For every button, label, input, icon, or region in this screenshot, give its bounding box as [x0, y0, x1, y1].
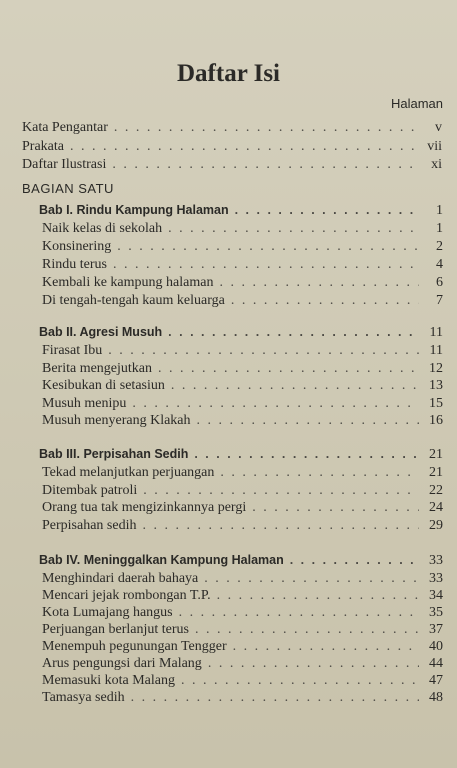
section-page: 13: [429, 378, 443, 393]
chapter-heading: [39, 553, 443, 569]
dot-leader: [197, 413, 419, 429]
dot-leader: [142, 518, 419, 534]
section-label: Naik kelas di sekolah: [42, 221, 163, 236]
dot-leader: [168, 221, 419, 237]
section-page: 2: [436, 239, 443, 254]
toc-entry: [42, 257, 443, 273]
section-label: Kota Lumajang hangus: [42, 605, 173, 620]
toc-entry: [42, 588, 443, 604]
section-label: Rindu terus: [42, 257, 107, 272]
toc-entry: [22, 157, 442, 173]
section-label: Musuh menipu: [42, 396, 127, 411]
chapter-page: 33: [429, 553, 443, 568]
chapter-page: 1: [436, 203, 443, 218]
toc-entry: [42, 361, 443, 377]
dot-leader: [220, 465, 419, 481]
section-page: 47: [429, 673, 443, 688]
dot-leader: [171, 378, 419, 394]
toc-entry: [42, 221, 443, 237]
dot-leader: [208, 656, 419, 672]
dot-leader: [233, 639, 419, 655]
section-label: Perpisahan sedih: [42, 518, 137, 533]
toc-entry: [42, 656, 443, 672]
chapter-title: Bab II. Agresi Musuh: [39, 325, 163, 339]
section-label: Perjuangan berlanjut terus: [42, 622, 189, 637]
section-label: Firasat Ibu: [42, 343, 103, 358]
dot-leader: [290, 553, 419, 567]
dot-leader: [113, 257, 419, 273]
chapter-title: Bab I. Rindu Kampung Halaman: [39, 203, 229, 217]
toc-entry: [42, 413, 443, 429]
dot-leader: [219, 275, 419, 291]
section-page: 40: [429, 639, 443, 654]
section-page: 29: [429, 518, 443, 533]
dot-leader: [70, 139, 418, 155]
section-label: Memasuki kota Malang: [42, 673, 175, 688]
section-label: Menghindari daerah bahaya: [42, 571, 199, 586]
dot-leader: [181, 673, 419, 689]
page-column-header: Halaman: [390, 96, 443, 111]
dot-leader: [168, 325, 419, 339]
dot-leader: [194, 447, 419, 461]
section-page: 48: [429, 690, 443, 705]
chapter-page: 21: [429, 447, 443, 462]
dot-leader: [131, 690, 419, 706]
dot-leader: [195, 622, 419, 638]
section-page: 24: [429, 500, 443, 515]
section-page: 35: [429, 605, 443, 620]
toc-entry: [42, 673, 443, 689]
toc-entry: [22, 139, 442, 155]
toc-entry: [22, 120, 442, 136]
dot-leader: [108, 343, 419, 359]
toc-entry: [42, 378, 443, 394]
section-label: Di tengah-tengah kaum keluarga: [42, 293, 225, 308]
dot-leader: [252, 500, 419, 516]
toc-entry-page: vii: [427, 139, 442, 154]
section-page: 1: [436, 221, 443, 236]
toc-entry: [42, 239, 443, 255]
section-page: 6: [436, 275, 443, 290]
section-label: Konsinering: [42, 239, 112, 254]
toc-entry: [42, 639, 443, 655]
section-label: Kesibukan di setasiun: [42, 378, 165, 393]
chapter-page: 11: [429, 325, 443, 340]
chapter-title: Bab IV. Meninggalkan Kampung Halaman: [39, 553, 284, 567]
toc-entry: [42, 275, 443, 291]
section-label: Tekad melanjutkan perjuangan: [42, 465, 215, 480]
part-heading: BAGIAN SATU: [22, 181, 114, 196]
section-label: Kembali ke kampung halaman: [42, 275, 214, 290]
toc-entry: [42, 343, 443, 359]
toc-entry-label: Daftar Ilustrasi: [22, 157, 107, 172]
section-page: 22: [429, 483, 443, 498]
section-label: Menempuh pegunungan Tengger: [42, 639, 227, 654]
toc-entry: [42, 500, 443, 516]
dot-leader: [231, 293, 419, 309]
dot-leader: [158, 361, 419, 377]
section-page: 34: [429, 588, 443, 603]
toc-entry: [42, 690, 443, 706]
toc-entry: [42, 465, 443, 481]
toc-entry-page: xi: [431, 157, 442, 172]
section-page: 12: [429, 361, 443, 376]
section-page: 33: [429, 571, 443, 586]
toc-entry: [42, 293, 443, 309]
section-label: Tamasya sedih: [42, 690, 125, 705]
dot-leader: [117, 239, 419, 255]
toc-entry-label: Prakata: [22, 139, 64, 154]
toc-entry: [42, 622, 443, 638]
chapter-heading: [39, 203, 443, 219]
section-page: 21: [429, 465, 443, 480]
section-label: Ditembak patroli: [42, 483, 138, 498]
section-page: 44: [429, 656, 443, 671]
section-label: Mencari jejak rombongan T.P.: [42, 588, 211, 603]
section-page: 11: [429, 343, 443, 358]
section-page: 15: [429, 396, 443, 411]
toc-entry: [42, 605, 443, 621]
section-page: 16: [429, 413, 443, 428]
dot-leader: [204, 571, 419, 587]
dot-leader: [132, 396, 419, 412]
dot-leader: [143, 483, 419, 499]
dot-leader: [235, 203, 419, 217]
toc-entry: [42, 483, 443, 499]
toc-entry: [42, 396, 443, 412]
dot-leader: [179, 605, 419, 621]
section-page: 4: [436, 257, 443, 272]
dot-leader: [217, 588, 419, 604]
toc-entry-label: Kata Pengantar: [22, 120, 108, 135]
toc-entry-page: v: [435, 120, 442, 135]
page-title: Daftar Isi: [176, 60, 280, 87]
section-label: Arus pengungsi dari Malang: [42, 656, 202, 671]
section-label: Musuh menyerang Klakah: [42, 413, 191, 428]
section-page: 7: [436, 293, 443, 308]
chapter-heading: [39, 447, 443, 463]
section-page: 37: [429, 622, 443, 637]
dot-leader: [112, 157, 418, 173]
chapter-heading: [39, 325, 443, 341]
chapter-title: Bab III. Perpisahan Sedih: [39, 447, 189, 461]
toc-entry: [42, 518, 443, 534]
toc-entry: [42, 571, 443, 587]
section-label: Orang tua tak mengizinkannya pergi: [42, 500, 247, 515]
dot-leader: [114, 120, 418, 136]
section-label: Berita mengejutkan: [42, 361, 153, 376]
